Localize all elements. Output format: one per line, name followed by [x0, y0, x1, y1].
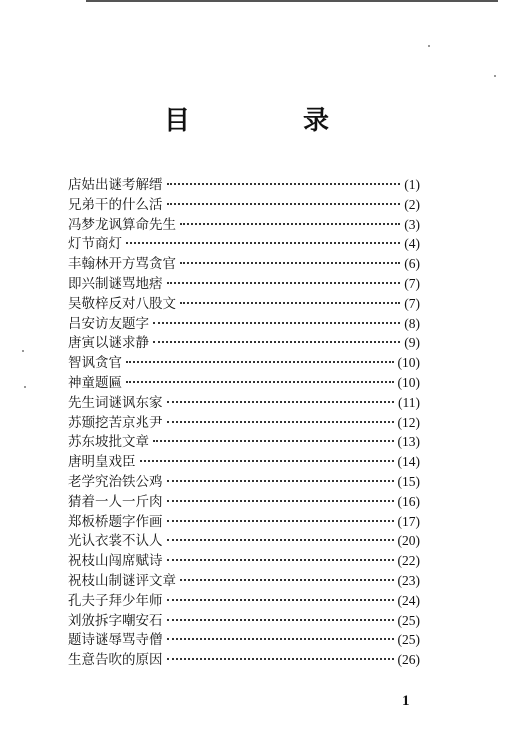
toc-entry-title: 题诗谜辱骂寺僧 [68, 632, 163, 649]
toc-entry-page: (7) [404, 295, 420, 311]
toc-entry-title: 冯梦龙讽算命先生 [68, 216, 176, 233]
scan-speck [24, 386, 26, 388]
toc-entry [68, 551, 420, 571]
dot-leader [167, 638, 394, 640]
toc-entry-page: (3) [404, 216, 420, 232]
toc-entry-page: (6) [404, 256, 420, 272]
dot-leader [167, 658, 394, 660]
toc-entry-title: 丰翰林开方骂贪官 [68, 256, 176, 273]
toc-entry-page: (23) [397, 572, 420, 588]
dot-leader [167, 480, 394, 482]
dot-leader [126, 242, 400, 244]
toc-entry-title: 先生词谜讽东家 [68, 394, 163, 411]
page-number: 1 [402, 693, 410, 709]
toc-entry-page: (15) [397, 473, 420, 489]
toc-entry-page: (25) [397, 632, 420, 648]
dot-leader [153, 341, 400, 343]
toc-entry-title: 孔夫子拜少年师 [68, 592, 163, 609]
toc-entry-title: 苏颋挖苦京兆尹 [68, 414, 163, 431]
dot-leader [167, 619, 394, 621]
toc-entry [68, 571, 420, 591]
toc-entry [68, 630, 420, 650]
toc-entry-page: (10) [397, 374, 420, 390]
toc-entry [68, 393, 420, 413]
toc-entry-page: (12) [397, 414, 420, 430]
toc-entry-page: (22) [397, 553, 420, 569]
toc-entry-title: 唐寅以谜求静 [68, 335, 149, 352]
top-border-line [86, 0, 498, 2]
toc-entry-title: 郑板桥题字作画 [68, 513, 163, 530]
toc-entry-page: (9) [404, 335, 420, 351]
toc-entry-title: 灯节商灯 [68, 236, 122, 253]
toc-entry [68, 432, 420, 452]
toc-entry [68, 254, 420, 274]
toc-entry-title: 祝枝山闯席赋诗 [68, 553, 163, 570]
toc-entry-page: (14) [397, 454, 420, 470]
toc-entry-title: 兄弟干的什么活 [68, 196, 163, 213]
toc-entry-page: (20) [397, 533, 420, 549]
dot-leader [167, 559, 394, 561]
toc-entry-page: (17) [397, 513, 420, 529]
page-title: 目 录 [163, 106, 382, 136]
dot-leader [167, 183, 401, 185]
dot-leader [180, 579, 394, 581]
toc-entry-title: 生意告吹的原因 [68, 652, 163, 669]
dot-leader [153, 440, 394, 442]
toc-entry [68, 314, 420, 334]
toc-entry-title: 唐明皇戏臣 [68, 454, 136, 471]
toc-entry [68, 591, 420, 611]
scan-speck [22, 350, 24, 352]
toc-entry-page: (8) [404, 315, 420, 331]
toc-entry [68, 333, 420, 353]
toc-entry-title: 光认衣裳不认人 [68, 533, 163, 550]
toc-entry-page: (26) [397, 652, 420, 668]
toc-entry-title: 吕安访友题字 [68, 315, 149, 332]
toc-entry [68, 234, 420, 254]
dot-leader [126, 381, 394, 383]
dot-leader [167, 599, 394, 601]
toc-entry-title: 祝枝山制谜评文章 [68, 572, 176, 589]
dot-leader [167, 203, 401, 205]
toc-entry-page: (11) [398, 394, 420, 410]
dot-leader [126, 361, 394, 363]
toc-entry [68, 611, 420, 631]
toc-entry-page: (24) [397, 592, 420, 608]
toc-entry [68, 650, 420, 670]
toc-entry-page: (4) [404, 236, 420, 252]
toc-entry [68, 413, 420, 433]
toc-entry-page: (1) [404, 177, 420, 192]
toc-entry-title: 智讽贪官 [68, 355, 122, 372]
toc-entry [68, 373, 420, 393]
scan-speck [494, 75, 496, 77]
toc-entry-page: (16) [397, 493, 420, 509]
toc-entry [68, 175, 420, 195]
toc-entry [68, 492, 420, 512]
dot-leader [153, 322, 400, 324]
toc-entry [68, 512, 420, 532]
toc-entry-title: 店姑出谜考解缙 [68, 177, 163, 193]
toc-entry [68, 215, 420, 235]
toc-entry-title: 神童题匾 [68, 374, 122, 391]
toc-entry-page: (2) [404, 196, 420, 212]
dot-leader [167, 500, 394, 502]
toc-entry-page: (13) [397, 434, 420, 450]
dot-leader [140, 460, 394, 462]
toc-entry [68, 531, 420, 551]
toc-entry [68, 472, 420, 492]
dot-leader [167, 282, 401, 284]
toc-entry-title: 猜着一人一斤肉 [68, 493, 163, 510]
toc-entry-page: (25) [397, 612, 420, 628]
dot-leader [180, 262, 400, 264]
toc-entry [68, 353, 420, 373]
dot-leader [167, 539, 394, 541]
toc-entry-page: (7) [404, 275, 420, 291]
dot-leader [167, 401, 395, 403]
toc-entry-title: 刘攽拆字嘲安石 [68, 612, 163, 629]
toc-entry [68, 452, 420, 472]
dot-leader [167, 421, 394, 423]
toc-entry-title: 苏东坡批文章 [68, 434, 149, 451]
scan-speck [428, 45, 430, 47]
dot-leader [180, 302, 400, 304]
toc-entry-page: (10) [397, 355, 420, 371]
dot-leader [180, 223, 400, 225]
toc-entry-title: 即兴制谜骂地痞 [68, 275, 163, 292]
toc-entry-title: 老学究治铁公鸡 [68, 473, 163, 490]
toc-entry-title: 吴敬梓反对八股文 [68, 295, 176, 312]
toc-entry [68, 274, 420, 294]
toc-entry [68, 195, 420, 215]
dot-leader [167, 520, 394, 522]
table-of-contents [68, 175, 420, 670]
toc-entry [68, 294, 420, 314]
